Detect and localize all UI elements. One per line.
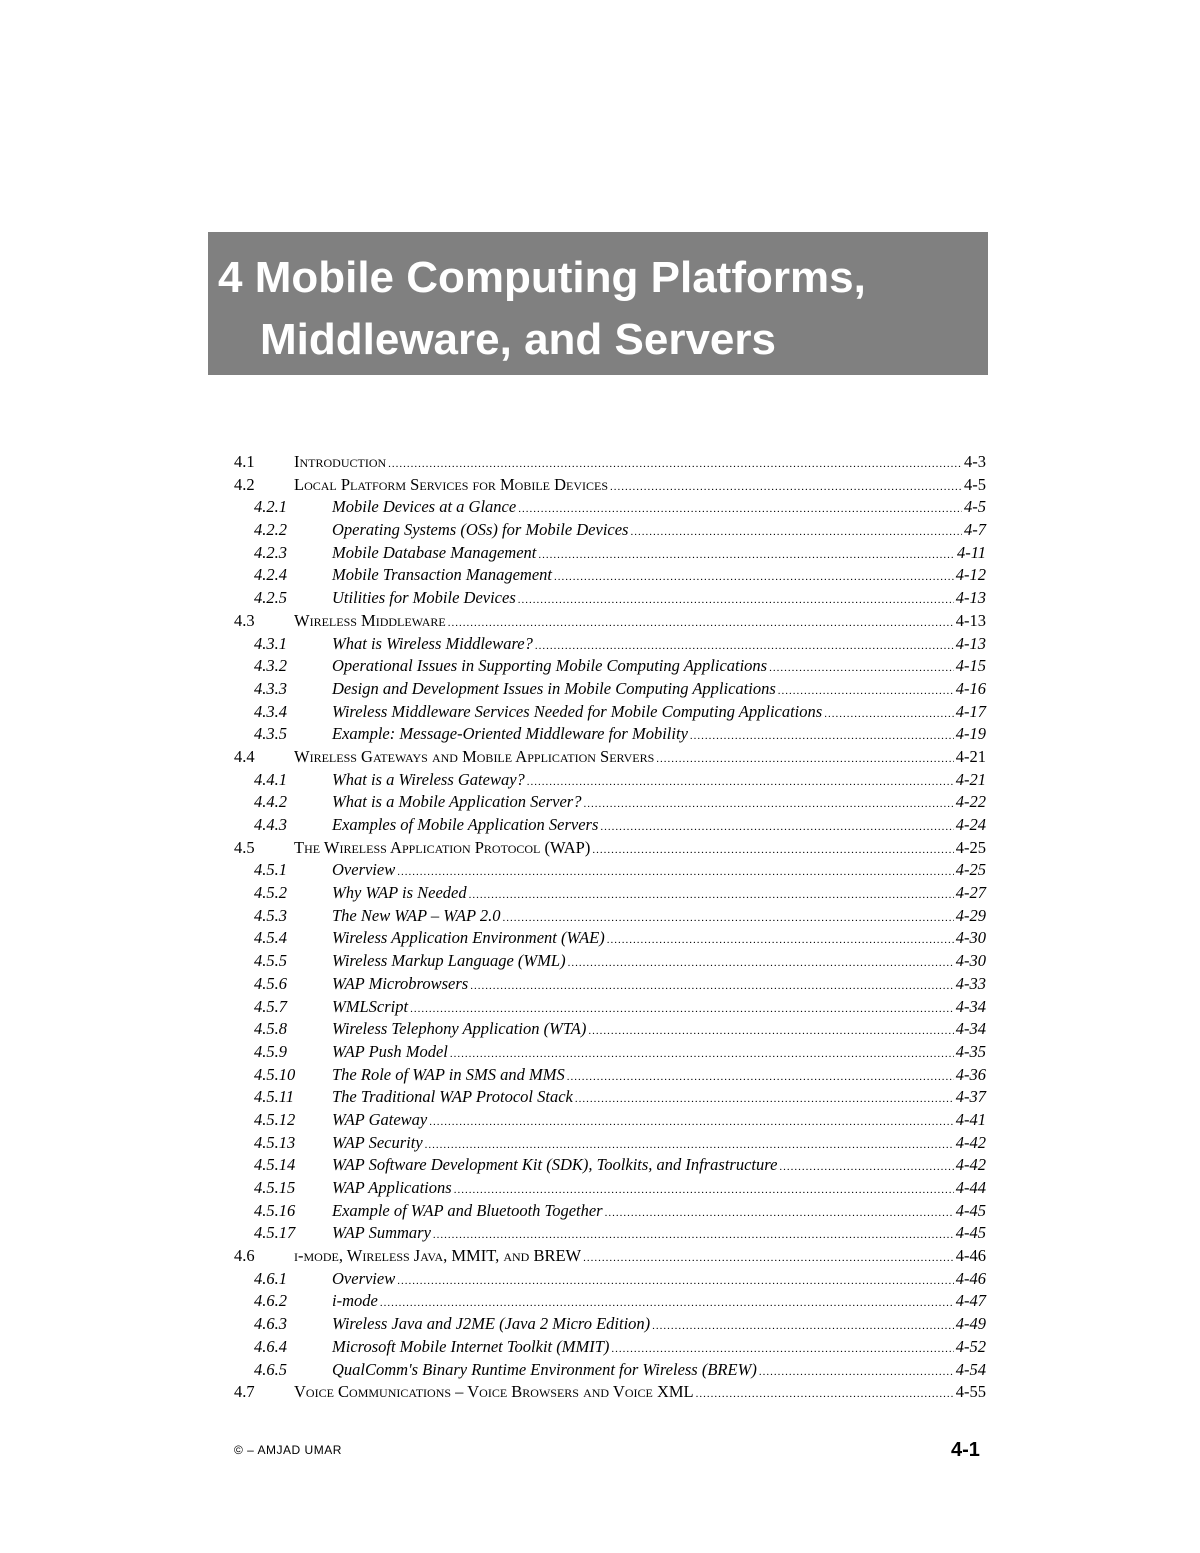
- toc-subsection-entry[interactable]: [234, 723, 986, 746]
- toc-section-entry[interactable]: [234, 610, 986, 633]
- toc-entry-page: 4-45: [955, 1223, 986, 1243]
- toc-subsection-entry[interactable]: [234, 769, 986, 792]
- toc-subsection-entry[interactable]: [234, 996, 986, 1019]
- toc-entry-number: 4.4: [234, 746, 255, 766]
- toc-entry-page: 4-13: [955, 588, 986, 608]
- toc-entry-number: 4.4.2: [254, 792, 287, 812]
- toc-entry-title: Wireless Gateways and Mobile Application Servers: [294, 746, 655, 766]
- toc-dot-leader: [433, 1224, 954, 1247]
- toc-entry-page: 4-34: [955, 996, 986, 1016]
- toc-entry-number: 4.3.5: [254, 724, 287, 744]
- toc-entry-number: 4.5.3: [254, 905, 287, 925]
- toc-entry-page: 4-17: [955, 701, 986, 721]
- toc-subsection-entry[interactable]: [234, 1359, 986, 1382]
- toc-entry-page: 4-30: [955, 951, 986, 971]
- toc-entry-page: 4-25: [955, 860, 986, 880]
- toc-dot-leader: [410, 998, 954, 1021]
- toc-entry-page: 4-34: [955, 1019, 986, 1039]
- toc-entry-page: 4-35: [955, 1041, 986, 1061]
- toc-entry-title: Why WAP is Needed: [332, 883, 467, 903]
- toc-entry-title: Wireless Java and J2ME (Java 2 Micro Edition): [332, 1314, 651, 1334]
- toc-entry-title: Example of WAP and Bluetooth Together: [332, 1200, 603, 1220]
- toc-entry-number: 4.5.15: [254, 1178, 296, 1197]
- toc-entry-title: i-mode: [332, 1291, 378, 1311]
- toc-dot-leader: [607, 929, 954, 952]
- toc-entry-page: 4-22: [955, 792, 986, 812]
- toc-entry-number: 4.5.9: [254, 1041, 287, 1061]
- toc-entry-title: What is Wireless Middleware?: [332, 633, 533, 653]
- toc-dot-leader: [600, 816, 953, 839]
- toc-entry-number: 4.5.10: [254, 1064, 296, 1084]
- toc-dot-leader: [429, 1111, 954, 1134]
- toc-dot-leader: [592, 839, 953, 862]
- toc-subsection-entry[interactable]: [234, 1154, 986, 1177]
- toc-entry-number: 4.5.7: [254, 996, 287, 1016]
- toc-entry-page: 4-55: [955, 1382, 986, 1402]
- toc-dot-leader: [425, 1134, 954, 1157]
- toc-entry-number: 4.5.8: [254, 1019, 287, 1039]
- toc-dot-leader: [380, 1292, 954, 1315]
- toc-subsection-entry[interactable]: [234, 1041, 986, 1064]
- toc-entry-number: 4.4.1: [254, 769, 287, 789]
- toc-entry-page: 4-54: [955, 1359, 986, 1379]
- toc-subsection-entry[interactable]: [234, 1290, 986, 1313]
- toc-subsection-entry[interactable]: [234, 1109, 986, 1132]
- toc-entry-page: 4-5: [964, 497, 986, 517]
- toc-entry-title: The Traditional WAP Protocol Stack: [332, 1087, 573, 1107]
- toc-subsection-entry[interactable]: [234, 496, 986, 519]
- toc-dot-leader: [575, 1088, 954, 1111]
- toc-subsection-entry[interactable]: [234, 587, 986, 610]
- toc-entry-number: 4.5.17: [254, 1223, 296, 1243]
- toc-subsection-entry[interactable]: [234, 655, 986, 678]
- toc-section-entry[interactable]: [234, 1381, 986, 1404]
- copyright-notice: © – AMJAD UMAR: [234, 1443, 342, 1457]
- toc-entry-number: 4.2.3: [254, 542, 287, 562]
- toc-dot-leader: [690, 725, 954, 748]
- toc-entry-number: 4.6.1: [254, 1268, 287, 1288]
- toc-dot-leader: [388, 453, 962, 476]
- toc-entry-number: 4.2.4: [254, 565, 287, 585]
- toc-entry-number: 4.2: [234, 474, 255, 494]
- toc-entry-number: 4.6.2: [254, 1291, 287, 1311]
- toc-dot-leader: [503, 907, 954, 930]
- toc-dot-leader: [605, 1202, 954, 1225]
- toc-entry-title: Examples of Mobile Application Servers: [332, 815, 599, 834]
- toc-entry-page: 4-3: [964, 452, 986, 471]
- toc-entry-page: 4-41: [955, 1109, 986, 1129]
- toc-entry-page: 4-7: [964, 520, 986, 540]
- toc-entry-title: The Role of WAP in SMS and MMS: [332, 1064, 565, 1084]
- toc-entry-title: Utilities for Mobile Devices: [332, 588, 516, 608]
- toc-dot-leader: [527, 771, 954, 794]
- toc-dot-leader: [630, 521, 962, 544]
- toc-entry-page: 4-19: [955, 724, 986, 744]
- toc-entry-page: 4-33: [955, 973, 986, 993]
- toc-entry-page: 4-52: [955, 1336, 986, 1356]
- toc-entry-page: 4-21: [955, 769, 986, 789]
- toc-entry-title: Wireless Telephony Application (WTA): [332, 1019, 587, 1039]
- toc-entry-title: Local Platform Services for Mobile Devices: [294, 474, 609, 494]
- toc-subsection-entry[interactable]: [234, 1200, 986, 1223]
- toc-entry-number: 4.5.6: [254, 973, 287, 993]
- toc-entry-page: 4-45: [955, 1200, 986, 1220]
- toc-entry-page: 4-15: [955, 656, 986, 676]
- toc-entry-page: 4-21: [955, 746, 986, 766]
- toc-entry-number: 4.3.1: [254, 633, 287, 653]
- toc-subsection-entry[interactable]: [234, 519, 986, 542]
- toc-entry-page: 4-11: [956, 542, 986, 562]
- toc-entry-title: Overview: [332, 1268, 396, 1288]
- toc-subsection-entry[interactable]: [234, 791, 986, 814]
- toc-entry-page: 4-42: [955, 1155, 986, 1175]
- toc-entry-number: 4.5.14: [254, 1155, 296, 1175]
- toc-dot-leader: [469, 884, 954, 907]
- toc-entry-page: 4-46: [955, 1246, 986, 1266]
- toc-section-entry[interactable]: [234, 451, 986, 474]
- toc-entry-number: 4.6.5: [254, 1359, 287, 1379]
- toc-entry-title: WAP Software Development Kit (SDK), Toolkits, and Infrastructure: [332, 1155, 778, 1175]
- toc-dot-leader: [610, 476, 962, 499]
- toc-subsection-entry[interactable]: [234, 1268, 986, 1291]
- toc-entry-page: 4-30: [955, 928, 986, 948]
- toc-entry-title: Mobile Transaction Management: [332, 565, 552, 585]
- toc-entry-title: Voice Communications – Voice Browsers and Voice XML: [294, 1382, 694, 1402]
- toc-entry-number: 4.3.2: [254, 656, 287, 676]
- toc-entry-number: 4.6.4: [254, 1336, 287, 1356]
- toc-entry-number: 4.5.2: [254, 883, 287, 903]
- toc-entry-page: 4-27: [955, 883, 986, 903]
- toc-dot-leader: [450, 1043, 954, 1066]
- toc-subsection-entry[interactable]: [234, 564, 986, 587]
- toc-dot-leader: [470, 975, 954, 998]
- toc-entry-number: 4.5.5: [254, 951, 287, 971]
- toc-entry-number: 4.4.3: [254, 815, 287, 834]
- toc-subsection-entry[interactable]: [234, 1018, 986, 1041]
- toc-entry-title: The New WAP – WAP 2.0: [332, 905, 501, 925]
- toc-dot-leader: [397, 861, 954, 884]
- toc-entry-number: 4.5.11: [254, 1087, 295, 1107]
- toc-dot-leader: [611, 1338, 953, 1361]
- toc-entry-number: 4.5.4: [254, 928, 287, 948]
- toc-entry-number: 4.3.4: [254, 701, 287, 721]
- toc-subsection-entry[interactable]: [234, 701, 986, 724]
- toc-entry-title: Introduction: [294, 452, 387, 471]
- toc-dot-leader: [567, 1066, 954, 1089]
- toc-section-entry[interactable]: [234, 746, 986, 769]
- toc-entry-title: WMLScript: [332, 996, 409, 1016]
- toc-entry-title: What is a Mobile Application Server?: [332, 792, 582, 812]
- toc-subsection-entry[interactable]: [234, 882, 986, 905]
- toc-subsection-entry[interactable]: [234, 633, 986, 656]
- toc-section-entry[interactable]: [234, 474, 986, 497]
- toc-subsection-entry[interactable]: [234, 542, 986, 565]
- toc-subsection-entry[interactable]: [234, 973, 986, 996]
- toc-dot-leader: [583, 1247, 954, 1270]
- toc-entry-title: Microsoft Mobile Internet Toolkit (MMIT): [332, 1336, 610, 1356]
- toc-subsection-entry[interactable]: [234, 1177, 986, 1200]
- toc-entry-title: What is a Wireless Gateway?: [332, 769, 525, 789]
- toc-subsection-entry[interactable]: [234, 1313, 986, 1336]
- toc-entry-page: 4-37: [955, 1087, 986, 1107]
- toc-section-entry[interactable]: [234, 1245, 986, 1268]
- toc-entry-page: 4-5: [964, 474, 986, 494]
- toc-entry-title: i-mode, Wireless Java, MMIT, and BREW: [294, 1246, 582, 1266]
- toc-dot-leader: [696, 1383, 954, 1406]
- toc-entry-page: 4-12: [955, 565, 986, 585]
- toc-subsection-entry[interactable]: [234, 1086, 986, 1109]
- toc-subsection-entry[interactable]: [234, 1064, 986, 1087]
- toc-entry-page: 4-42: [955, 1132, 986, 1152]
- toc-entry-number: 4.7: [234, 1382, 255, 1402]
- toc-entry-number: 4.3.3: [254, 678, 287, 698]
- toc-entry-number: 4.5.16: [254, 1200, 296, 1220]
- toc-dot-leader: [568, 952, 954, 975]
- toc-dot-leader: [779, 1156, 953, 1179]
- toc-entry-page: 4-36: [955, 1064, 986, 1084]
- toc-entry-title: The Wireless Application Protocol (WAP): [294, 837, 591, 857]
- toc-entry-title: QualComm's Binary Runtime Environment for Wireless (BREW): [332, 1359, 757, 1379]
- toc-entry-title: Design and Development Issues in Mobile Computing Applications: [332, 678, 776, 698]
- table-of-contents: [234, 451, 986, 1404]
- toc-dot-leader: [778, 680, 954, 703]
- toc-dot-leader: [759, 1361, 954, 1384]
- toc-subsection-entry[interactable]: [234, 950, 986, 973]
- toc-dot-leader: [448, 612, 954, 635]
- toc-entry-page: 4-24: [955, 815, 986, 834]
- toc-subsection-entry[interactable]: [234, 678, 986, 701]
- toc-entry-page: 4-44: [955, 1178, 986, 1197]
- toc-dot-leader: [656, 748, 954, 771]
- toc-entry-number: 4.2.1: [254, 497, 287, 517]
- toc-subsection-entry[interactable]: [234, 927, 986, 950]
- toc-entry-number: 4.2.2: [254, 520, 287, 540]
- toc-dot-leader: [397, 1270, 954, 1293]
- toc-entry-title: Wireless Middleware Services Needed for Mobile Computing Applications: [332, 701, 823, 721]
- toc-entry-title: Mobile Devices at a Glance: [332, 497, 517, 517]
- toc-entry-page: 4-29: [955, 905, 986, 925]
- toc-dot-leader: [652, 1315, 954, 1338]
- toc-entry-number: 4.5.1: [254, 860, 287, 880]
- toc-subsection-entry[interactable]: [234, 814, 986, 837]
- toc-entry-title: Wireless Application Environment (WAE): [332, 928, 605, 948]
- toc-entry-page: 4-47: [955, 1291, 986, 1311]
- page-number: 4-1: [951, 1439, 980, 1461]
- toc-entry-page: 4-49: [955, 1314, 986, 1334]
- toc-entry-number: 4.3: [234, 610, 255, 630]
- toc-subsection-entry[interactable]: [234, 859, 986, 882]
- toc-subsection-entry[interactable]: [234, 1336, 986, 1359]
- toc-entry-title: Mobile Database Management: [332, 542, 537, 562]
- toc-entry-title: Operational Issues in Supporting Mobile Computing Applications: [332, 656, 768, 676]
- toc-entry-title: Overview: [332, 860, 396, 880]
- toc-entry-number: 4.5.13: [254, 1132, 296, 1152]
- toc-entry-number: 4.5: [234, 837, 255, 857]
- toc-subsection-entry[interactable]: [234, 1132, 986, 1155]
- toc-entry-title: WAP Security: [332, 1132, 423, 1152]
- toc-entry-number: 4.6: [234, 1246, 255, 1266]
- chapter-title-line-2: Middleware, and Servers: [260, 315, 776, 364]
- toc-dot-leader: [454, 1179, 954, 1202]
- chapter-title-banner: [208, 232, 988, 375]
- toc-subsection-entry[interactable]: [234, 1222, 986, 1245]
- toc-entry-title: Wireless Middleware: [294, 610, 446, 630]
- toc-entry-title: Example: Message-Oriented Middleware for Mobility: [332, 724, 688, 744]
- toc-dot-leader: [588, 1020, 953, 1043]
- toc-dot-leader: [535, 635, 954, 658]
- toc-dot-leader: [518, 589, 954, 612]
- toc-entry-page: 4-46: [955, 1268, 986, 1288]
- toc-dot-leader: [538, 544, 955, 567]
- toc-dot-leader: [583, 793, 953, 816]
- toc-entry-title: Wireless Markup Language (WML): [332, 951, 566, 971]
- toc-entry-number: 4.2.5: [254, 588, 287, 608]
- toc-entry-title: WAP Applications: [332, 1178, 452, 1197]
- chapter-title-line-1: 4 Mobile Computing Platforms,: [218, 253, 866, 302]
- toc-dot-leader: [518, 498, 962, 521]
- toc-entry-title: WAP Push Model: [332, 1041, 448, 1061]
- toc-entry-page: 4-13: [955, 633, 986, 653]
- toc-entry-title: Operating Systems (OSs) for Mobile Devices: [332, 520, 629, 540]
- toc-dot-leader: [769, 657, 954, 680]
- toc-entry-title: WAP Summary: [332, 1223, 431, 1243]
- toc-entry-title: WAP Microbrowsers: [332, 973, 469, 993]
- toc-entry-number: 4.6.3: [254, 1314, 287, 1334]
- toc-entry-title: WAP Gateway: [332, 1109, 428, 1129]
- toc-entry-number: 4.1: [234, 452, 255, 471]
- toc-section-entry[interactable]: [234, 837, 986, 860]
- toc-dot-leader: [554, 566, 954, 589]
- toc-subsection-entry[interactable]: [234, 905, 986, 928]
- toc-dot-leader: [824, 703, 954, 726]
- toc-entry-page: 4-25: [955, 837, 986, 857]
- toc-entry-page: 4-16: [955, 678, 986, 698]
- toc-entry-page: 4-13: [955, 610, 986, 630]
- toc-entry-number: 4.5.12: [254, 1109, 296, 1129]
